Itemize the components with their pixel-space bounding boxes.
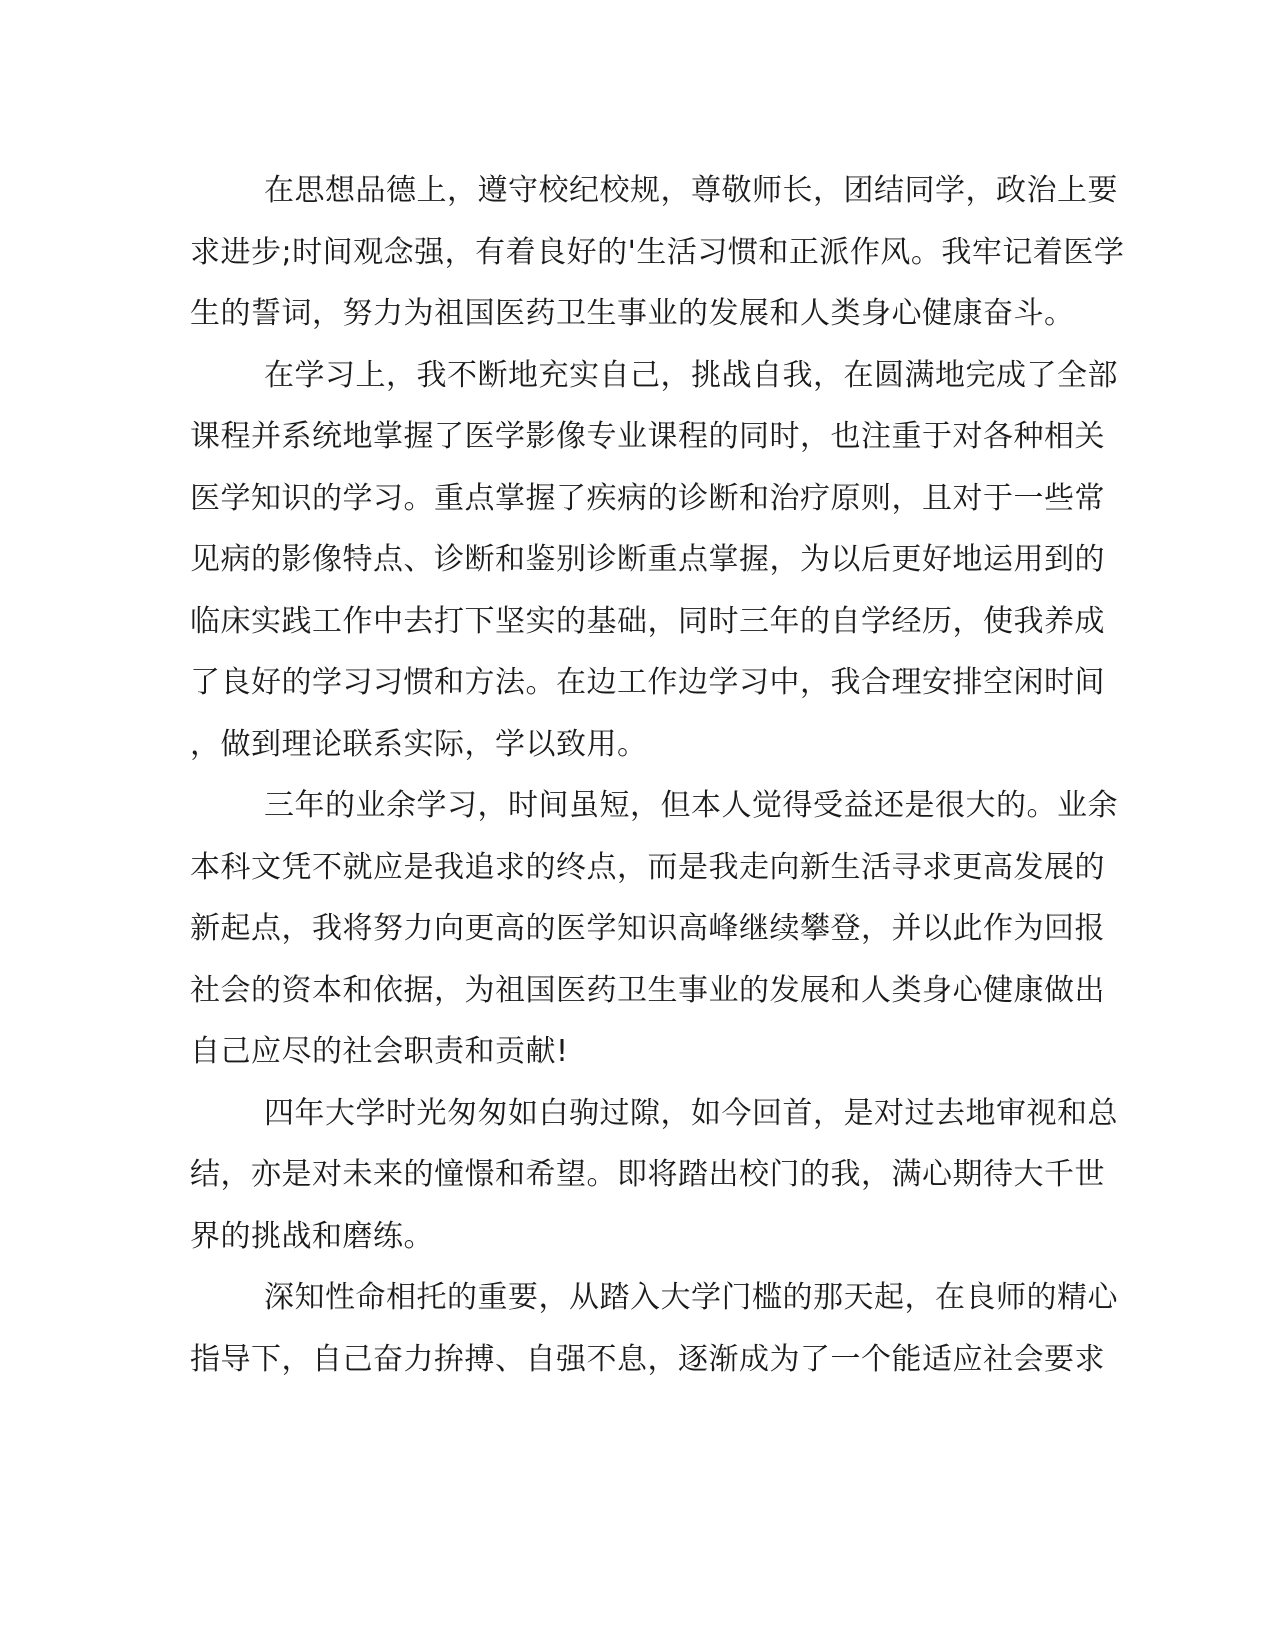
text-line: 了良好的学习习惯和方法。在边工作边学习中，我合理安排空闲时间	[190, 665, 1105, 700]
text-line: 临床实践工作中去打下坚实的基础，同时三年的自学经历，使我养成	[190, 603, 1105, 639]
text-line: 求进步;时间观念强，有着良好的'生活习惯和正派作风。我牢记着医学	[190, 234, 1125, 270]
text-line: 本科文凭不就应是我追求的终点，而是我走向新生活寻求更高发展的	[190, 849, 1105, 885]
text-line: 结，亦是对未来的憧憬和希望。即将踏出校门的我，满心期待大千世	[190, 1157, 1105, 1192]
text-line: 指导下，自己奋力拚搏、自强不息，逐渐成为了一个能适应社会要求	[190, 1341, 1105, 1377]
text-line: 在学习上，我不断地充实自己，挑战自我，在圆满地完成了全部	[264, 357, 1118, 393]
text-line: 新起点，我将努力向更高的医学知识高峰继续攀登，并以此作为回报	[190, 911, 1105, 946]
text-line: 生的誓词，努力为祖国医药卫生事业的发展和人类身心健康奋斗。	[190, 296, 1075, 331]
paragraph-responsibility	[190, 1267, 1118, 1390]
paragraph-moral-conduct	[190, 160, 1125, 345]
text-line: 自己应尽的社会职责和贡献!	[190, 1034, 569, 1069]
paragraph-part-time-study	[190, 775, 1118, 1083]
text-line: 社会的资本和依据，为祖国医药卫生事业的发展和人类身心健康做出	[190, 972, 1105, 1008]
paragraph-four-years	[190, 1083, 1118, 1268]
text-line: 三年的业余学习，时间虽短，但本人觉得受益还是很大的。业余	[264, 788, 1118, 823]
text-line: 深知性命相托的重要，从踏入大学门槛的那天起，在良师的精心	[264, 1280, 1118, 1315]
text-line: 医学知识的学习。重点掌握了疾病的诊断和治疗原则，且对于一些常	[190, 480, 1105, 516]
text-line: 见病的影像特点、诊断和鉴别诊断重点掌握，为以后更好地运用到的	[190, 542, 1105, 577]
text-line: 界的挑战和磨练。	[190, 1218, 434, 1254]
text-line: 在思想品德上，遵守校纪校规，尊敬师长，团结同学，政治上要	[264, 173, 1118, 208]
text-line: 四年大学时光匆匆如白驹过隙，如今回首，是对过去地审视和总	[264, 1095, 1118, 1131]
paragraph-study	[190, 345, 1118, 776]
text-line: 课程并系统地掌握了医学影像专业课程的同时，也注重于对各种相关	[190, 419, 1105, 454]
text-line: ，做到理论联系实际，学以致用。	[190, 726, 648, 762]
document-body	[190, 160, 1125, 1390]
